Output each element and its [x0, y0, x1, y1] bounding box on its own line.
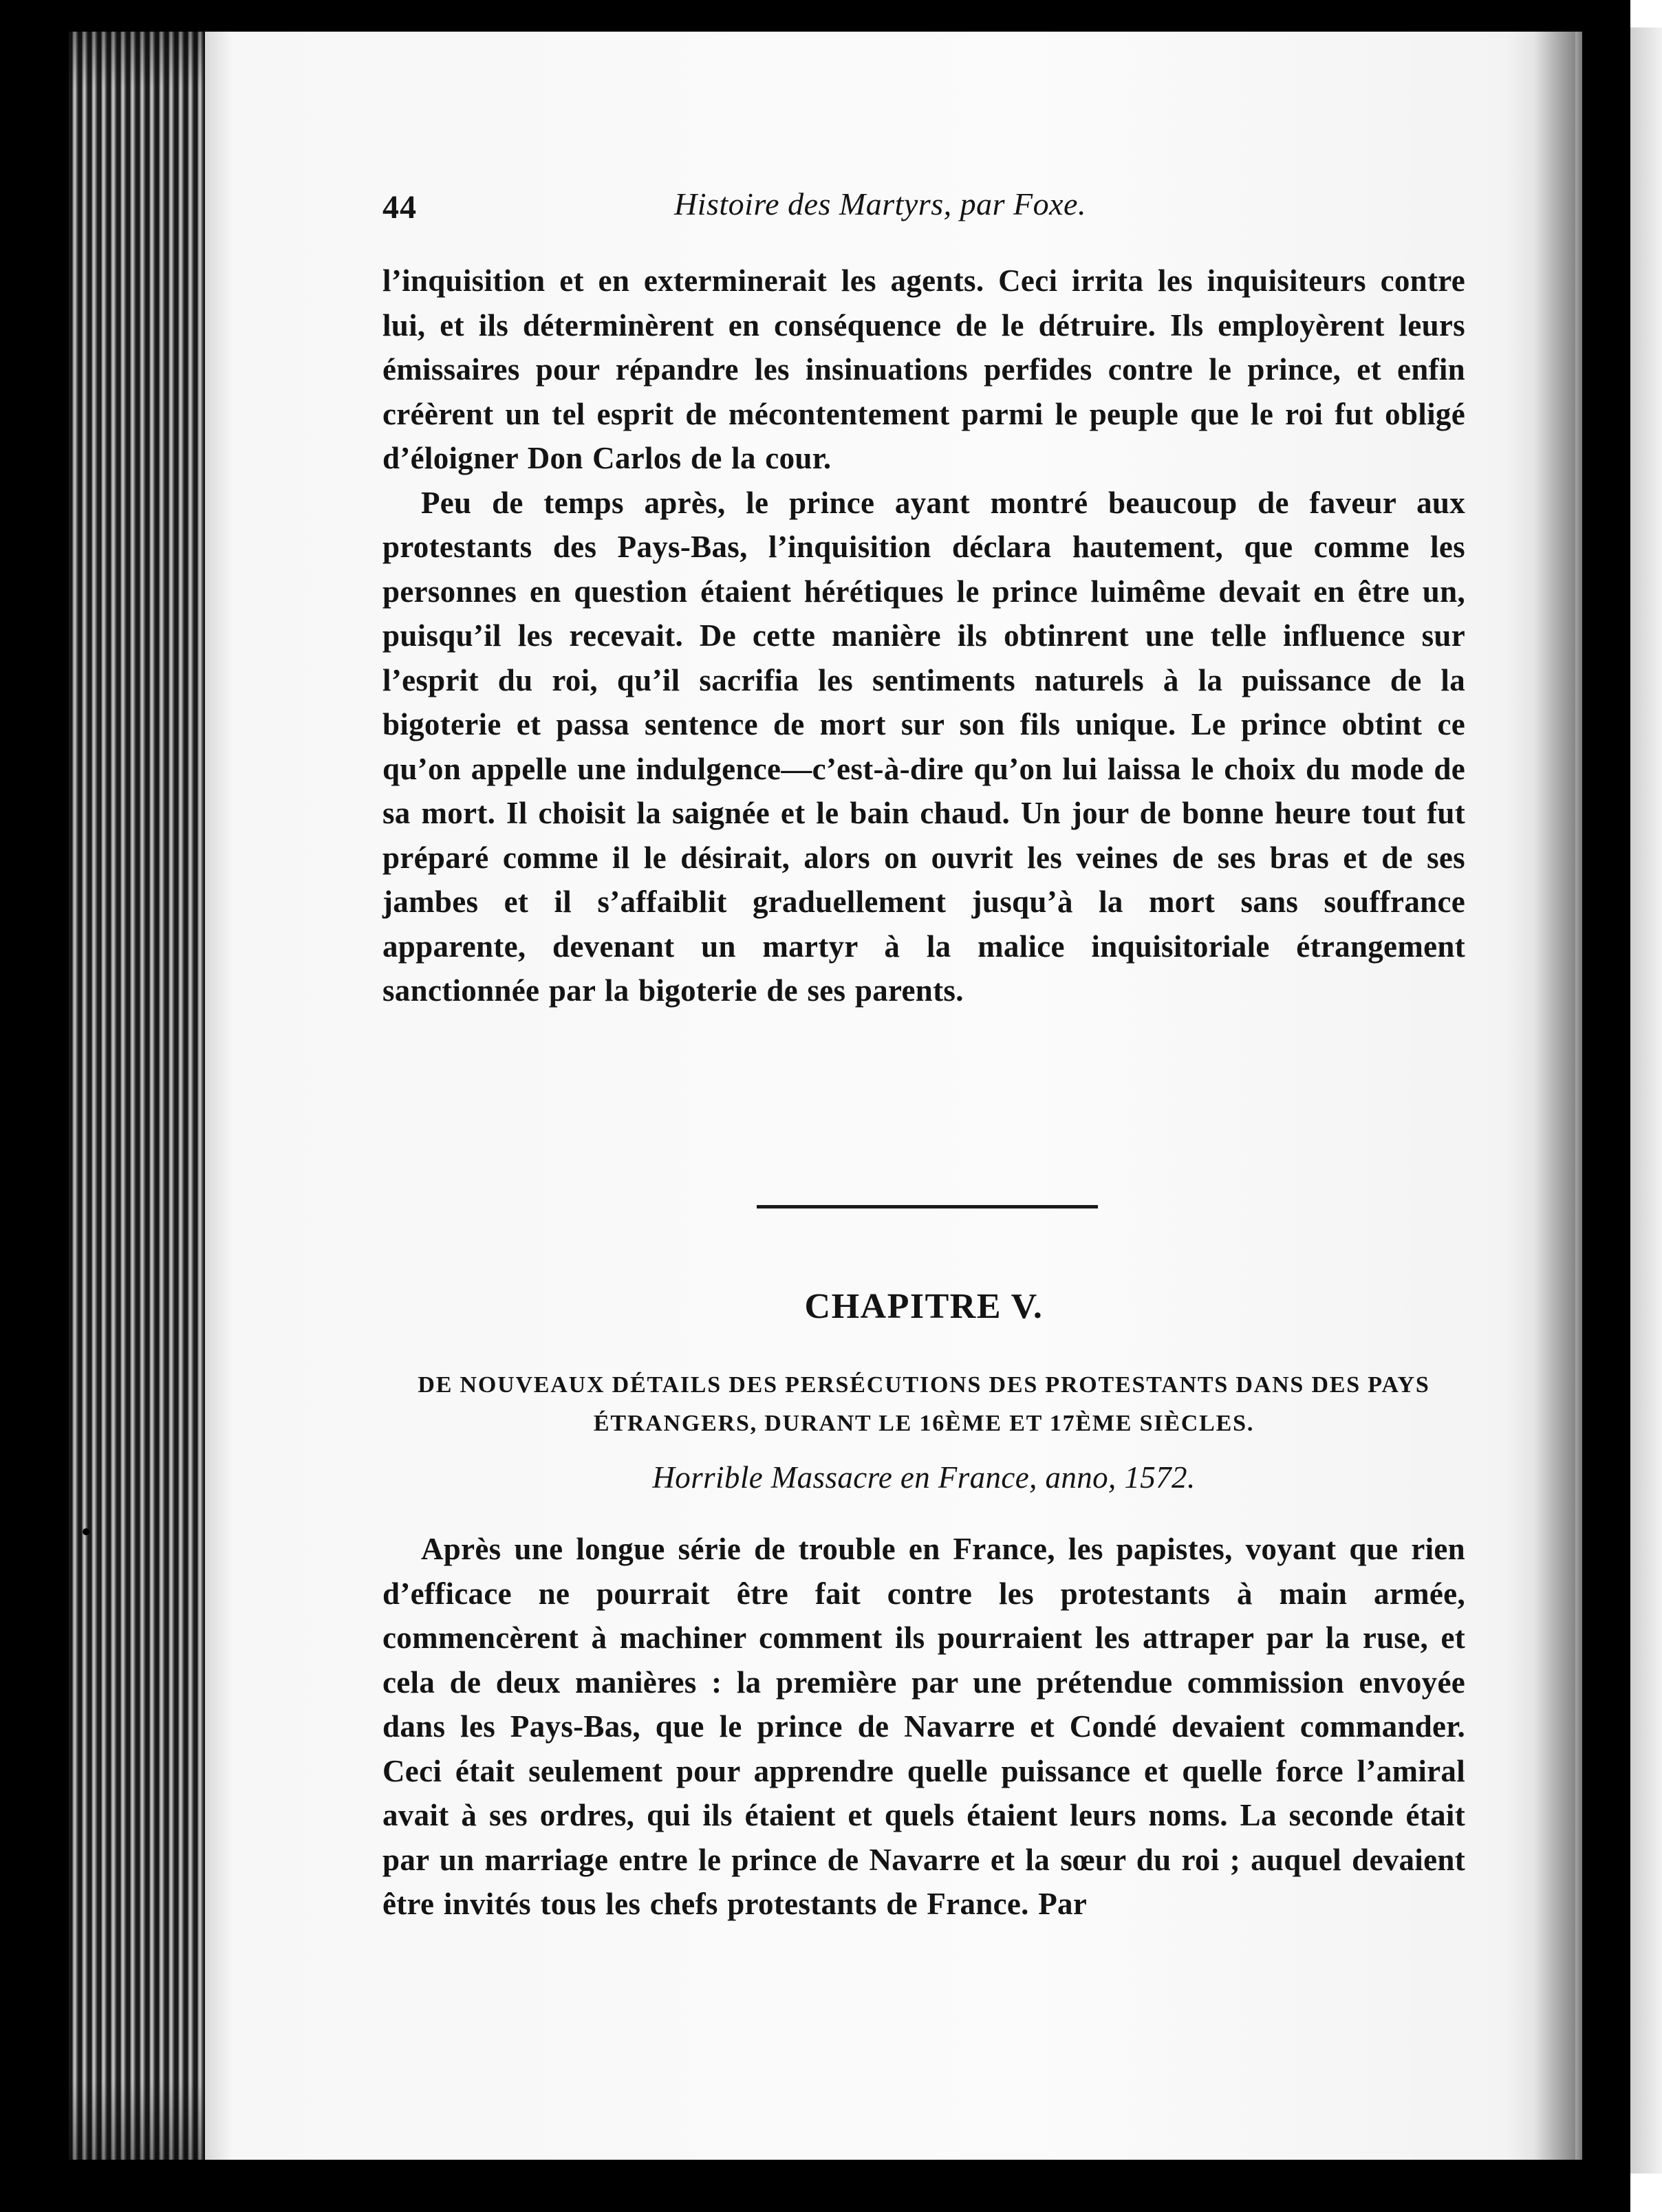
section-divider [757, 1205, 1098, 1208]
page-number: 44 [382, 189, 417, 226]
paragraph: l’inquisition et en exterminerait les agents. Ceci irrita les inquisiteurs contre lui, et ils déterminèrent en conséquence de le détruire. Ils employèrent leurs émissaires pour répandre les insinuations perfides contre le prince, et enfin créèrent un tel esprit de mécontentement parmi le peuple que le roi fut obligé d’éloigner Don Carlos de la cour. [382, 263, 1465, 475]
paragraph: Peu de temps après, le prince ayant montré beaucoup de faveur aux protestants des Pays-Bas, l’inquisition déclara hautement, que comme les personnes en question étaient hérétiques le prince luimême devait en être un, puisqu’il les recevait. De cette manière ils obtinrent une telle influence sur l’esprit du roi, qu’il sacrifia les sentiments naturels à la puissance de la bigoterie et passa sentence de mort sur son fils unique. Le prince obtint ce qu’on appelle une indulgence—c’est-à-dire qu’on lui laissa le choix du mode de sa mort. Il choisit la saignée et le bain chaud. Un jour de bonne heure tout fut préparé comme il le désirait, alors on ouvrit les veines de ses bras et de ses jambes et il s’affaiblit graduellement jusqu’à la mort sans souffrance apparente, devenant un martyr à la malice inquisitoriale étrangement sanctionnée par la bigoterie de ses parents. [382, 485, 1465, 1008]
facing-page-edge [1630, 28, 1662, 2173]
running-title: Histoire des Martyrs, par Foxe. [674, 186, 1086, 221]
chapter-title: CHAPITRE V. [804, 1287, 1044, 1326]
scan-border-right [1582, 0, 1630, 2212]
scan-border-top [69, 0, 1596, 32]
text-block-after [382, 1527, 1465, 1927]
text-block-before [382, 259, 1465, 1013]
scan-border-bottom [69, 2160, 1596, 2212]
paragraph: Après une longue série de trouble en France, les papistes, voyant que rien d’efficace ne pourrait être fait contre les protestants à main armée, commencèrent à machiner comment ils pourraient les attraper par la ruse, et cela de deux manières : la première par une prétendue commission envoyée dans les Pays-Bas, que le prince de Navarre et Condé devaient commander. Ceci était seulement pour apprendre quelle puissance et quelle force l’amiral avait à ses ordres, qui ils étaient et quels étaient leurs noms. La seconde était par un marriage entre le prince de Navarre et la sœur du roi ; auquel devaient être invités tous les chefs protestants de France. Par [382, 1532, 1465, 1921]
book-page-edges [69, 0, 206, 2212]
chapter-subtitle: DE NOUVEAUX DÉTAILS DES PERSÉCUTIONS DES PROTESTANTS DANS DES PAYS ÉTRANGERS, DURANT LE 16ÈME ET 17ÈME SIÈCLES. [418, 1372, 1430, 1436]
scan-border-left [0, 0, 69, 2212]
section-heading: Horrible Massacre en France, anno, 1572. [652, 1460, 1196, 1495]
margin-speck [83, 1528, 89, 1535]
